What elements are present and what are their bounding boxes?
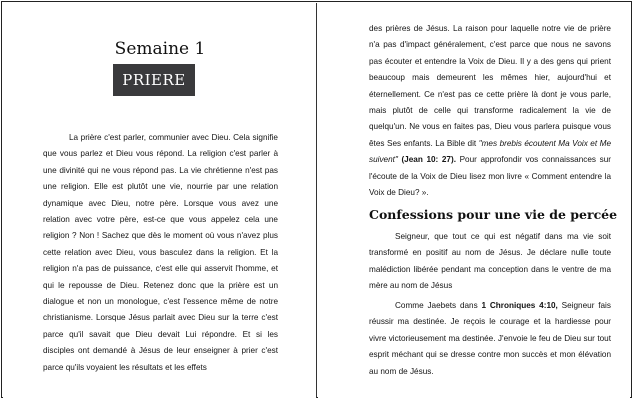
- week-title: Semaine 1: [114, 39, 206, 59]
- left-page: [3, 3, 317, 398]
- section-heading: Confessions pour une vie de percée: [369, 207, 618, 222]
- paragraph-text-end: Seigneur fais réussir ma destinée. Je reçois le courage et la hardiesse pour vivre victorieusement ma destinée. J'envoie le feu de Dieu sur tout esprit méchant qui se dresse contre mon succès et mon élévation au nom de Jésus.: [369, 301, 611, 376]
- book-spread: [1, 1, 632, 398]
- bible-reference: (Jean 10: 27).: [397, 155, 456, 165]
- bible-quote: "mes brebis écoutent Ma Voix et Me suivent": [369, 138, 612, 165]
- paragraph-text: Comme Jaebets dans: [395, 301, 482, 310]
- right-page: [318, 3, 630, 398]
- confession-paragraph-1: Seigneur, que tout ce qui est négatif dans ma vie soit transformé en positif au nom de Jésus. Je déclare nulle toute malédiction libérée pendant ma conception dans le ventre de ma mère au nom de Jésus: [369, 232, 611, 291]
- paragraph-text-end: Pour approfondir vos connaissances sur l'écoute de la Voix de Dieu lisez mon livre « Comment entendre la Voix de Dieu? ».: [369, 155, 611, 198]
- confession-paragraph-2: [369, 298, 611, 380]
- bible-reference: 1 Chroniques 4:10,: [481, 301, 558, 310]
- paragraph-text: des prières de Jésus. La raison pour laquelle notre vie de prière n'a pas d'impact généralement, c'est parce que nous ne savons pas écouter et entendre la Voix de Dieu. Il y a des gens qui prient beaucoup mais demeurent les mêmes hier, aujourd'hui et éternellement. Ce n'est pas ce cette prière là dont je vous parle, mais plutôt de celle qui transforme radicalement la vie de quelqu'un. Ne vous en faites pas, Dieu vous parlera puisque vous êtes Ses enfants. La Bible dit: [369, 24, 611, 148]
- right-continued-paragraph: [369, 21, 611, 201]
- chapter-banner: PRIERE: [113, 64, 195, 96]
- left-body-paragraph: La prière c'est parler, communier avec Dieu. Cela signifie que vous parlez et Dieu vous répond. La religion c'est parler à une divinité qui ne vous répond pas. La vie chrétienne n'est pas une religion. Elle est plutôt une vie, nourrie par une relation dynamique avec Dieu, notre père. Lorsque vous avez une relation avec votre père, est-ce que vous appelez cela une religion ? Non ! Sachez que dès le moment où vous n'avez plus cette relation avec Dieu, vous basculez dans la religion. Et la religion n'a pas de puissance, c'est elle qui asservit l'homme, et qui le repousse de Dieu. Retenez donc que la prière est un dialogue et non un monologue, c'est l'essence même de notre christianisme. Lorsque Jésus parlait avec Dieu sur la terre c'est parce qu'il savait que Dieu devait Lui répondre. Et si les disciples ont demandé à Jésus de leur enseigner à prier c'est parce qu'ils voyaient les résultats et les effets: [43, 133, 278, 372]
